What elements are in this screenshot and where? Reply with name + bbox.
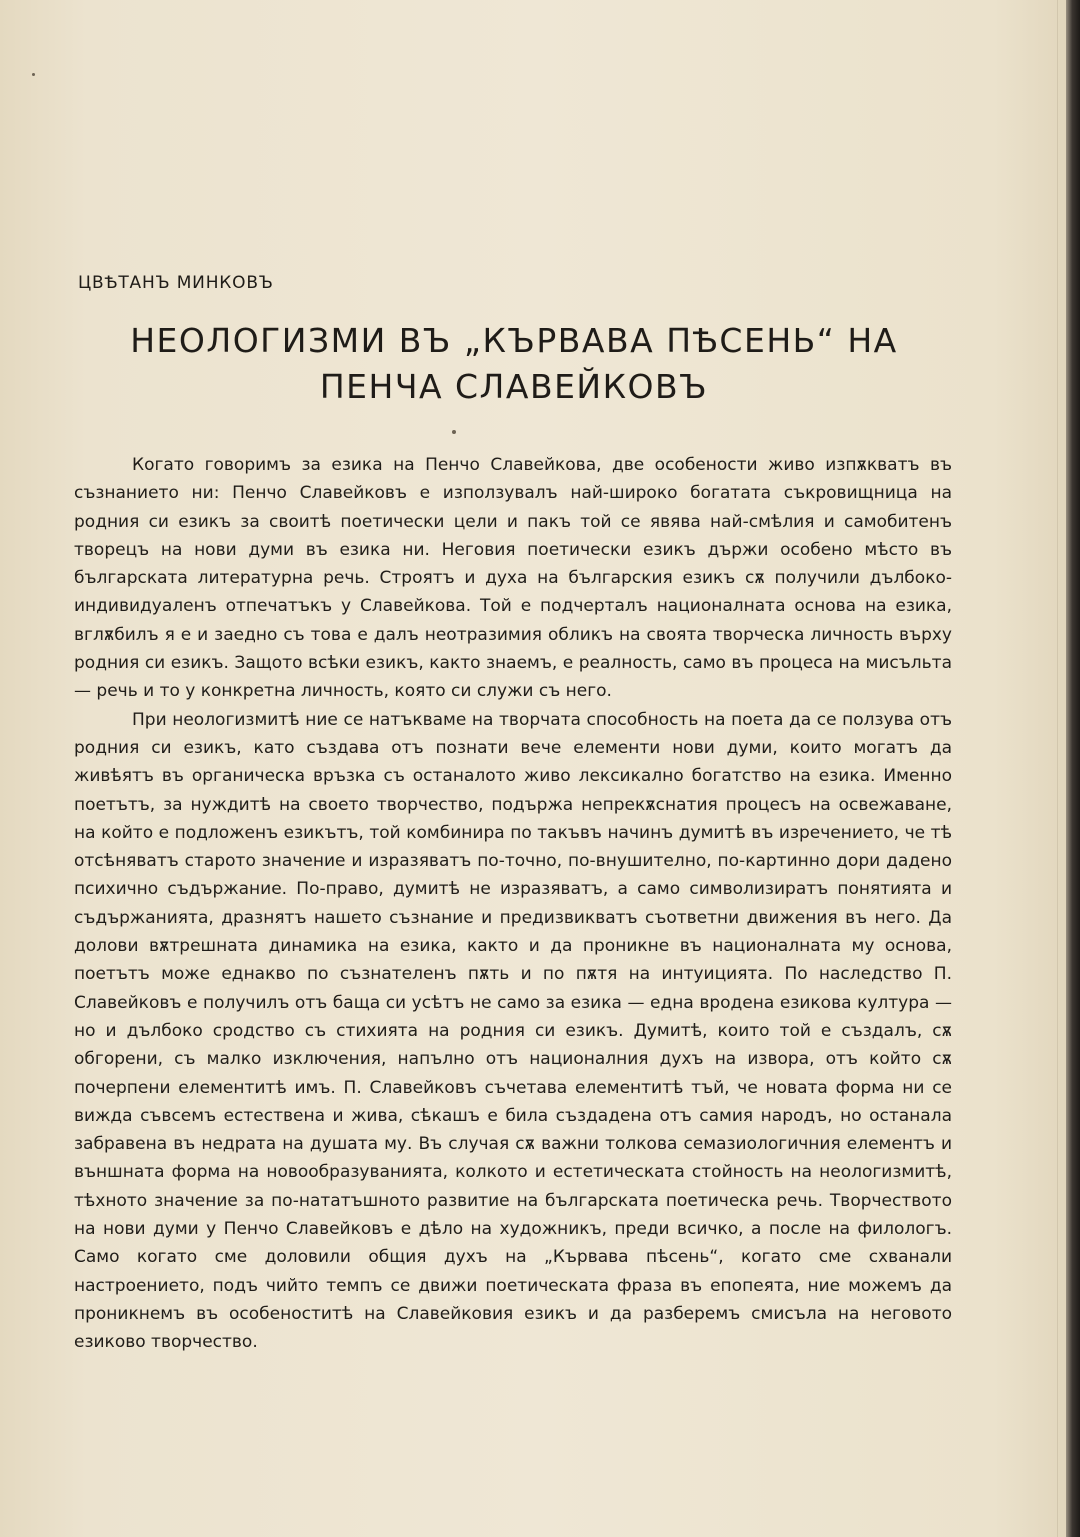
paper-speck [32, 73, 35, 76]
paper-speck [452, 430, 456, 434]
book-binding-edge [1066, 0, 1080, 1537]
paragraph-1: Когато говоримъ за езика на Пенчо Славейкова, две особености живо изпѫкватъ въ съзнанието ни: Пенчо Славейковъ е използувалъ най-широко богатата съкровищница на родния си езикъ за своитѣ поетически цели и пакъ той се явява най-смѣлия и самобитенъ творецъ на нови думи въ езика ни. Неговия поетически езикъ държи особено мѣсто въ българската литературна речь. Строятъ и духа на българския езикъ сѫ получили дълбоко-индивидуаленъ отпечатъкъ у Славейкова. Той е подчерталъ националната основа на езика, вглѫбилъ я е и заедно съ това е далъ неотразимия обликъ на своята творческа личность върху родния си езикъ. Защото всѣки езикъ, както знаемъ, е реалность, само въ процеса на мисъльта — речь и то у конкретна личность, която си служи съ него. [74, 455, 952, 702]
page-fold-line [1057, 0, 1058, 1537]
article-body [74, 451, 952, 1357]
title-line-2: ПЕНЧА СЛАВЕЙКОВЪ [319, 367, 709, 406]
author-name: ЦВѢТАНЪ МИНКОВЪ [78, 273, 274, 293]
title-line-1: НЕОЛОГИЗМИ ВЪ „КЪРВАВА ПѢСЕНЬ“ НА [130, 321, 898, 360]
paragraph-2: При неологизмитѣ ние се натъкваме на творчата способность на поета да се ползува отъ родния си езикъ, като създава отъ познати вече елементи нови думи, които могатъ да живѣятъ въ органическа връзка съ останалото живо лексикално богатство на езика. Именно поетътъ, за нуждитѣ на своето творчество, подържа непрекѫснатия процесъ на освежаване, на който е подложенъ езикътъ, той комбинира по такъвъ начинъ думитѣ въ изречението, че тѣ отсѣняватъ старото значение и изразяватъ по-точно, по-внушително, по-картинно дори дадено психично съдържание. По-право, думитѣ не изразяватъ, а само символизиратъ понятията и съдържанията, дразнятъ нашето съзнание и предизвикватъ съответни движения въ него. Да долови вѫтрешната динамика на езика, както и да проникне въ националната му основа, поетътъ може еднакво по съзнателенъ пѫть и по пѫтя на интуицията. По наследство П. Славейковъ е получилъ отъ баща си усѣтъ не само за езика — една вродена езикова култура — но и дълбоко сродство съ стихията на родния си езикъ. Думитѣ, които той е създалъ, сѫ обгорени, съ малко изключения, напълно отъ националния духъ на извора, отъ който сѫ почерпени елементитѣ имъ. П. Славейковъ съчетава елементитѣ тъй, че новата форма ни се вижда съвсемъ естествена и жива, сѣкашъ е била създадена отъ самия народъ, но останала забравена въ недрата на душата му. Въ случая сѫ важни толкова семазиологичния елементъ и външната форма на новообразуванията, колкото и естетическата стойность на неологизмитѣ, тѣхното значение за по-нататъшното развитие на българската поетическа речь. Творчеството на нови думи у Пенчо Славейковъ е дѣло на художникъ, преди всичко, а после на филологъ. Само когато сме доловили общия духъ на „Кървава пѣсень“, когато сме схванали настроението, подъ чийто темпъ се движи поетическата фраза въ епопеята, ние можемъ да проникнемъ въ особеноститѣ на Славейковия езикъ и да разберемъ смисъла на неговото езиково творчество. [74, 709, 952, 1353]
article-title [0, 318, 1028, 410]
